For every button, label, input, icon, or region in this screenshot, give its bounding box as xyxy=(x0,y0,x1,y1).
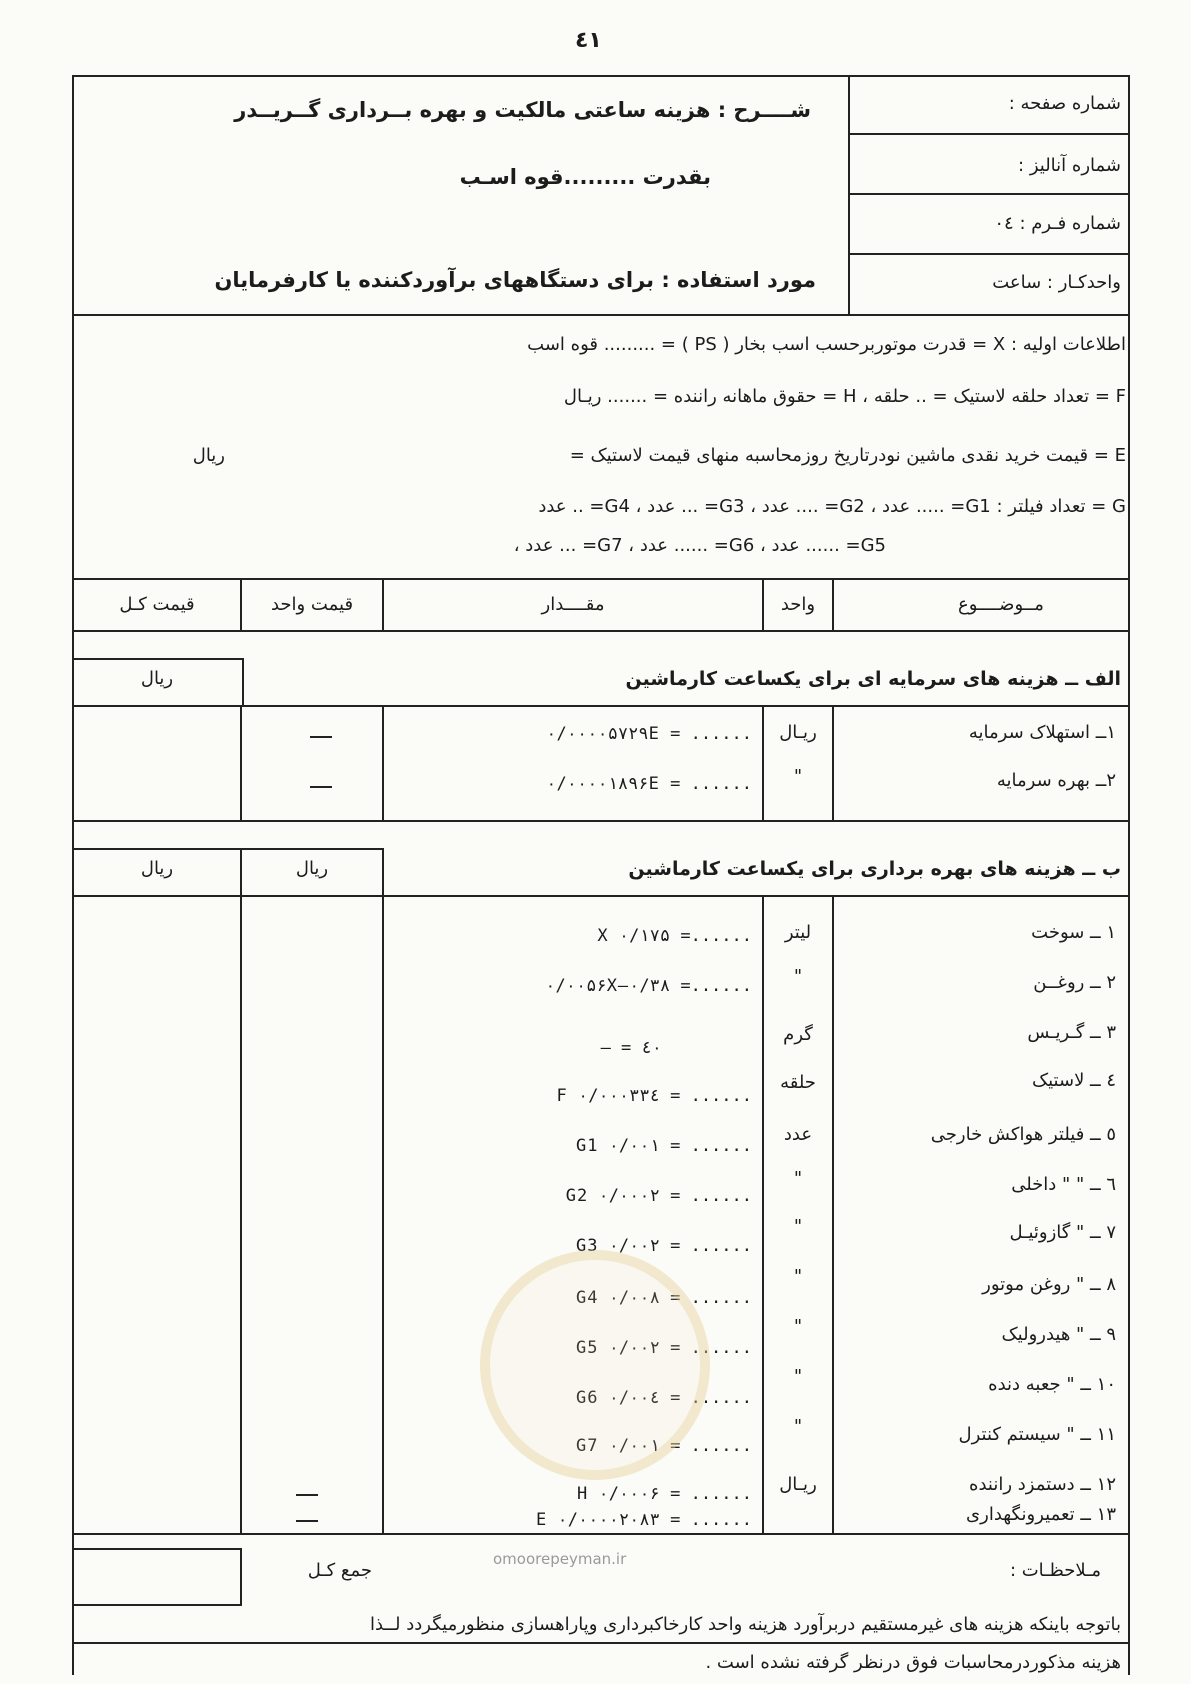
table-row-amount: ...... = ۰/۰۰۰۰۵۷۲۹E xyxy=(546,724,752,744)
table-row: ٦ ــ " " داخلی xyxy=(1011,1174,1116,1195)
header-bottom xyxy=(72,314,1130,316)
b-col-div-unit xyxy=(762,895,764,1533)
table-row-amount: ......= ۰/۱۷۵ X xyxy=(597,926,752,946)
header-rule-2 xyxy=(848,193,1128,195)
notes-label: مـلاحظـات : xyxy=(1009,1560,1101,1581)
table-row: ۹ ــ " هیدرولیک xyxy=(1001,1324,1116,1345)
section-b-bottom xyxy=(72,1533,1130,1535)
col-subject: مــوضــــوع xyxy=(958,594,1044,615)
grand-total-box-top xyxy=(72,1548,242,1550)
table-row-unit: ریـال xyxy=(779,1474,817,1495)
col-unit-price: قیمت واحد xyxy=(270,594,354,615)
table-row-unit: " xyxy=(793,1216,803,1237)
table-row-unit: لیتر xyxy=(784,922,812,943)
info-line-4: G = تعداد فیلتر : G1= ..... عدد ، G2= .... عدد ، G3= ... عدد ، G4= .. عدد xyxy=(538,496,1126,517)
table-row-amount: ...... = ۰/۰۰۰۶ H xyxy=(576,1484,752,1504)
section-b-header-bottom xyxy=(72,895,1130,897)
info-line-3-rial: ریال xyxy=(192,445,225,466)
section-b-rial-unit: ریال xyxy=(295,858,329,879)
table-row: ۷ ــ " گازوئیـل xyxy=(1009,1222,1116,1243)
info-line-3: E = قیمت خرید نقدی ماشین نودرتاریخ روزمحاسبه منهای قیمت لاستیک = xyxy=(569,445,1126,466)
form-title: شــــرح : هزینه ساعتی مالکیت و بهره بــرداری گــریــدر xyxy=(234,98,811,122)
work-unit-field: واحدکـار : ساعت xyxy=(992,272,1121,293)
frame-top xyxy=(72,75,1130,77)
form-number-field: شماره فـرم : ٠٤ xyxy=(994,213,1121,234)
b-col-div-subject xyxy=(832,895,834,1533)
col-unit: واحد xyxy=(780,594,816,615)
unit-price-dash xyxy=(296,1494,318,1496)
table-row: ۸ ــ " روغن موتور xyxy=(982,1274,1116,1295)
table-row-amount: ٤٠ = — xyxy=(600,1038,662,1058)
table-row-unit: " xyxy=(793,1416,803,1437)
note-line-1: باتوجه باینکه هزینه های غیرمستقیم دربرآورد هزینه واحد کارخاکبرداری وپاراهسازی منظورمیگردد لــذا xyxy=(370,1614,1121,1635)
section-a-top xyxy=(72,658,244,660)
table-row-amount: ...... = ۰/۰۰۰۳۳٤ F xyxy=(556,1086,752,1106)
table-row-unit: ریـال xyxy=(779,722,817,743)
header-rule-3 xyxy=(848,253,1128,255)
header-divider xyxy=(848,75,850,315)
table-row-unit: " xyxy=(793,1316,803,1337)
table-row-amount: ...... = ۰/۰۰۰۰۲۰۸۳ E xyxy=(536,1510,752,1530)
grand-total-box-bottom xyxy=(72,1604,242,1606)
table-row: ۳ ــ گـریـس xyxy=(1027,1022,1116,1043)
note-line-2: هزینه مذکوردرمحاسبات فوق درنظر گرفته نشده است . xyxy=(705,1652,1121,1673)
table-row: ۱۱ ــ " سیستم کنترل xyxy=(958,1424,1116,1445)
header-rule-1 xyxy=(848,133,1128,135)
table-row-amount: ...... = ۰/۰۰۰۰۱۸۹۶E xyxy=(546,774,752,794)
table-row-amount: ...... = ۰/۰۰۱ G7 xyxy=(575,1436,752,1456)
section-a-title: الف ــ هزینه های سرمایه ای برای یکساعت کارماشین xyxy=(625,668,1121,690)
table-row: ۱۲ ــ دستمزد راننده xyxy=(969,1474,1116,1495)
section-a-bottom xyxy=(72,820,1130,822)
section-a-header-bottom xyxy=(72,705,1130,707)
a-col-div-amount xyxy=(382,705,384,820)
unit-price-dash xyxy=(296,1520,318,1522)
table-header-top xyxy=(72,578,1130,580)
table-row: ٤ ــ لاستیک xyxy=(1032,1070,1116,1091)
a-col-div-unitprice xyxy=(240,705,242,820)
analysis-number-field: شماره آنالیز : xyxy=(1018,155,1121,176)
table-row-amount: ...... = ۰/۰۰۰۲ G2 xyxy=(565,1186,752,1206)
table-row-unit: " xyxy=(793,766,803,787)
section-a-rial: ریال xyxy=(140,668,174,689)
col-amount: مقــــدار xyxy=(541,594,605,615)
page-number-field: شماره صفحه : xyxy=(1008,93,1121,114)
info-line-2: F = تعداد حلقه لاستیک = .. حلقه ، H = حقوق ماهانه راننده = ....... ریـال xyxy=(563,386,1126,407)
b-col-div-amount xyxy=(382,895,384,1533)
table-header-bottom xyxy=(72,630,1130,632)
table-row: ۱۳ ــ تعمیرونگهداری xyxy=(966,1504,1116,1525)
table-row: ۱۰ ــ " جعبه دنده xyxy=(988,1374,1116,1395)
table-row: ۲ ــ روغــن xyxy=(1033,972,1116,993)
grand-total-box-div xyxy=(240,1548,242,1604)
table-row-unit: گرم xyxy=(783,1024,813,1045)
section-b-rial-total: ریال xyxy=(140,858,174,879)
grand-total-label: جمع کـل xyxy=(307,1560,372,1581)
b-col-div-unitprice xyxy=(240,895,242,1533)
info-line-5: G5= ...... عدد ، G6= ...... عدد ، G7= ... عدد ، xyxy=(513,535,886,556)
a-col-div-subject xyxy=(832,705,834,820)
table-row-amount: ...... = ۰/۰۰۲ G3 xyxy=(575,1236,752,1256)
seal-watermark xyxy=(480,1250,710,1480)
info-line-1: اطلاعات اولیه : X = قدرت موتوربرحسب اسب بخار ( PS ) = ......... قوه اسب xyxy=(527,334,1126,355)
table-row-amount: ...... = ۰/۰۰۸ G4 xyxy=(575,1288,752,1308)
table-row: ۲ــ بهره سرمایه xyxy=(996,770,1116,791)
table-row-unit: حلقه xyxy=(780,1072,816,1093)
section-a-rial-div xyxy=(242,658,244,706)
table-row-unit: " xyxy=(793,1266,803,1287)
table-row: ۱ ــ سوخت xyxy=(1031,922,1116,943)
table-row-unit: " xyxy=(793,966,803,987)
table-row-unit: عدد xyxy=(783,1124,813,1145)
power-line: بقدرت .........قوه اسـب xyxy=(459,165,711,189)
unit-price-dash xyxy=(310,736,332,738)
table-row: ٥ ــ فیلتر هواکش خارجی xyxy=(930,1124,1116,1145)
table-row-unit: " xyxy=(793,1366,803,1387)
table-row: ۱ــ استهلاک سرمایه xyxy=(968,722,1116,743)
section-b-title: ب ــ هزینه های بهره برداری برای یکساعت کارماشین xyxy=(628,858,1121,880)
col-div-subject xyxy=(832,578,834,632)
table-row-amount: ...... = ۰/۰۰۲ G5 xyxy=(575,1338,752,1358)
watermark-url: omoorepeyman.ir xyxy=(493,1550,627,1568)
col-total-price: قیمت کـل xyxy=(119,594,195,615)
table-row-amount: ...... = ۰/۰۰٤ G6 xyxy=(575,1388,752,1408)
footer-rule xyxy=(72,1642,1130,1644)
section-b-top xyxy=(72,848,384,850)
unit-price-dash xyxy=(310,786,332,788)
usage-line: مورد استفاده : برای دستگاههای برآوردکننده یا کارفرمایان xyxy=(214,268,816,292)
page-number: ٤١ xyxy=(575,28,602,53)
table-row-amount: ......= ۰/۰۰۵۶X—۰/۳۸ xyxy=(545,976,752,996)
table-row-unit: " xyxy=(793,1168,803,1189)
table-row-amount: ...... = ۰/۰۰۱ G1 xyxy=(575,1136,752,1156)
section-b-rial-div-2 xyxy=(382,848,384,896)
